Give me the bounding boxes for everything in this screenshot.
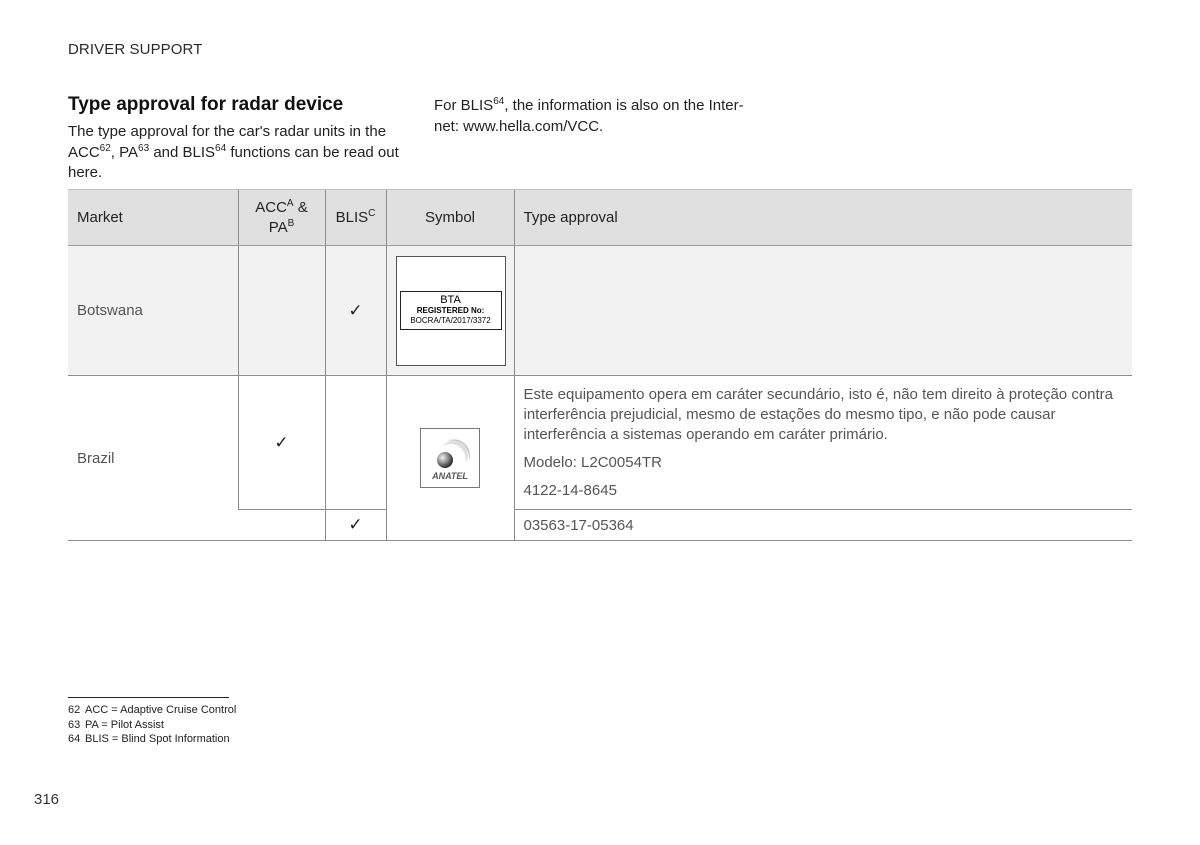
footnote-number: 64 [68, 733, 81, 745]
intro-text-2: , PA [110, 143, 139, 161]
type-approval-table [68, 189, 1132, 541]
footnote-ref-64: 64 [215, 142, 227, 154]
footnote-64 [68, 732, 236, 747]
brazil-blis-acc-pa-empty [238, 510, 325, 541]
header-market: Market [68, 190, 238, 246]
header-pa-label: PA [268, 218, 288, 236]
intro-text-4: functions can be read out here. [68, 143, 399, 181]
brazil-blis-number: 03563-17-05364 [514, 510, 1132, 541]
bta-label-image [396, 256, 506, 366]
footnote-text: BLIS = Blind Spot Information [85, 733, 230, 745]
bta-label-inner [400, 291, 502, 330]
header-blis-note: C [368, 207, 376, 219]
table-header-row [68, 190, 1132, 246]
header-type-approval: Type approval [514, 190, 1132, 246]
footnote-text: PA = Pilot Assist [85, 718, 164, 731]
brazil-approval-cell [514, 376, 1132, 510]
botswana-acc-pa-cell [238, 246, 325, 376]
brazil-blis-check: ✓ [325, 510, 386, 541]
bta-name: BTA [440, 294, 461, 306]
blis-info-text-2: , the information is also on the Inter-net: www.hella.com/VCC. [434, 97, 744, 135]
header-acc-pa [238, 190, 325, 246]
table-row-botswana [68, 246, 1132, 376]
blis-info-paragraph [434, 96, 764, 137]
page-number: 316 [34, 791, 60, 808]
blis-info-text-1: For BLIS [434, 97, 494, 114]
header-pa-note: B [287, 217, 295, 229]
intro-left-column [68, 94, 408, 184]
footnotes [68, 703, 236, 747]
header-symbol: Symbol [386, 190, 514, 246]
header-blis [325, 190, 386, 246]
brazil-approval-text: Este equipamento opera em caráter secundário, isto é, não tem direito à proteção contra interferência prejudicial, mesmo de estações do mesmo tipo, e não pode causar interferência a sistemas operando em caráter primário. [523, 385, 1114, 443]
header-amp: & [293, 198, 308, 216]
botswana-approval-cell [514, 246, 1132, 376]
bta-registration-number: BOCRA/TA/2017/3372 [410, 316, 491, 325]
intro-paragraph [68, 122, 408, 184]
botswana-blis-check: ✓ [325, 246, 386, 376]
section-header: DRIVER SUPPORT [68, 41, 203, 58]
brazil-blis-cell-empty [325, 376, 386, 510]
footnote-ref-63: 63 [138, 142, 150, 154]
footnote-number: 62 [68, 704, 81, 716]
table-row-brazil [68, 376, 1132, 510]
footnote-ref-64b: 64 [493, 96, 505, 107]
header-blis-label: BLIS [335, 208, 369, 226]
footnote-62 [68, 703, 236, 718]
brazil-acc-pa-number: 4122-14-8645 [523, 481, 617, 499]
botswana-symbol-cell [386, 246, 514, 376]
intro-text-3: and BLIS [149, 143, 216, 161]
footnote-63 [68, 718, 236, 733]
bta-registered-label: REGISTERED No: [416, 306, 485, 315]
brazil-model: Modelo: L2C0054TR [523, 453, 662, 471]
anatel-logo-icon [425, 433, 475, 483]
market-brazil: Brazil [68, 376, 238, 541]
anatel-logo-text: ANATEL [432, 471, 468, 481]
anatel-logo [420, 428, 480, 488]
footnote-number: 63 [68, 718, 81, 731]
footnote-ref-62: 62 [99, 142, 111, 154]
brazil-acc-pa-check: ✓ [238, 376, 325, 510]
intro-text-1: The type approval for the car's radar units in the ACC [68, 123, 387, 161]
market-botswana: Botswana [68, 246, 238, 376]
header-acc-label: ACC [255, 198, 287, 216]
page-title: Type approval for radar device [68, 94, 344, 115]
header-acc-note: A [286, 197, 294, 209]
intro-right-column [434, 96, 764, 137]
footnote-text: ACC = Adaptive Cruise Control [85, 704, 237, 716]
brazil-symbol-cell [386, 376, 514, 541]
footnote-divider [68, 697, 229, 698]
